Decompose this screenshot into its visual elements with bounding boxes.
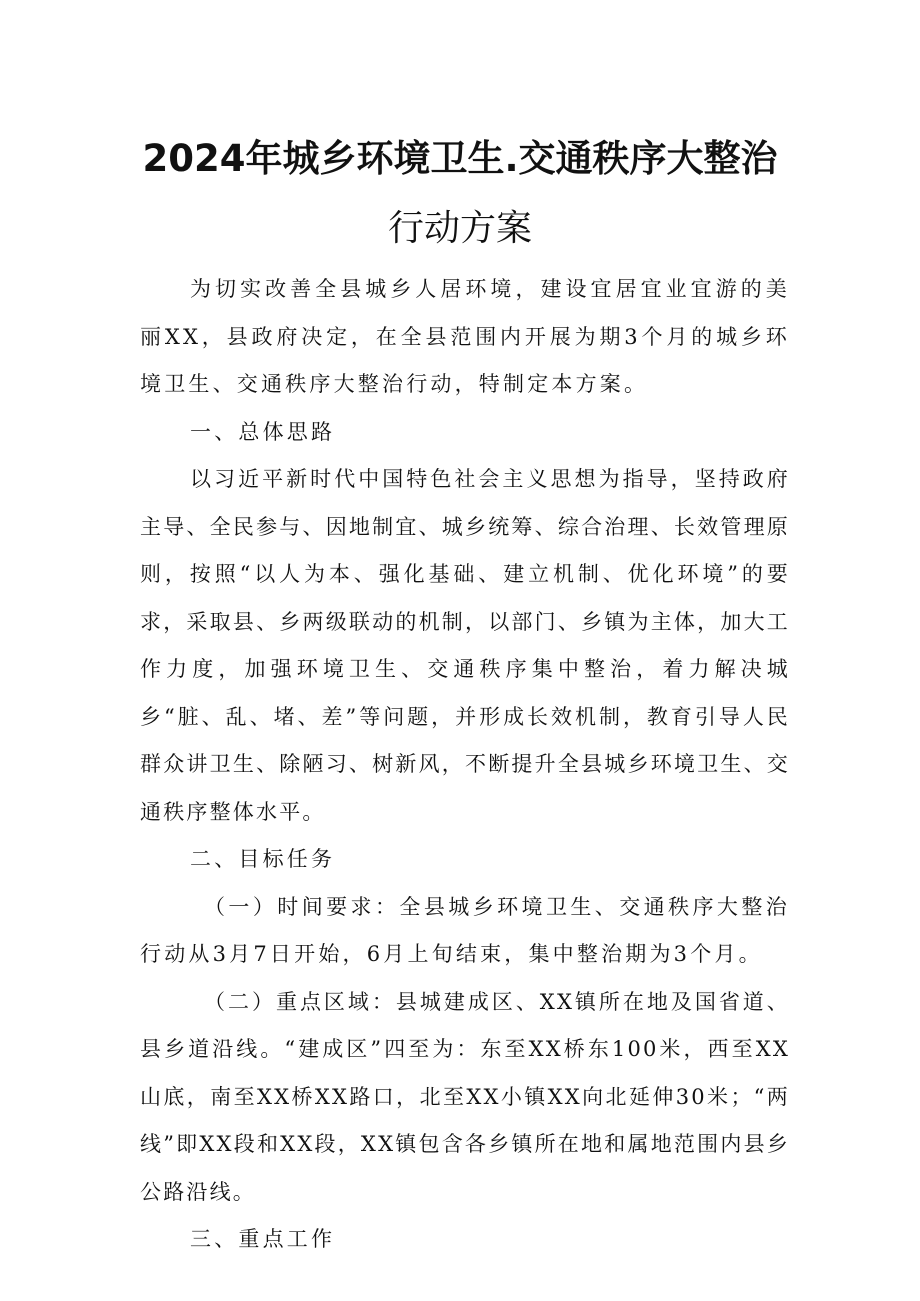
section-2-item-2: （二）重点区域：县城建成区、XX镇所在地及国省道、县乡道沿线。“建成区”四至为：东至XX桥东100米，西至XX山底，南至XX桥XX路口，北至XX小镇XX向北延伸30米；“两线”即XX段和XX段，XX镇包含各乡镇所在地和属地范围内县乡公路沿线。 <box>140 989 790 1204</box>
document-body <box>140 266 790 1264</box>
section-2-heading: 二、目标任务 <box>190 847 336 871</box>
section-1-paragraph: 以习近平新时代中国特色社会主义思想为指导，坚持政府主导、全民参与、因地制宜、城乡统筹、综合治理、长效管理原则，按照“以人为本、强化基础、建立机制、优化环境”的要求，采取县、乡两级联动的机制，以部门、乡镇为主体，加大工作力度，加强环境卫生、交通秩序集中整治，着力解决城乡“脏、乱、堵、差”等问题，并形成长效机制，教育引导人民群众讲卫生、除陋习、树新风，不断提升全县城乡环境卫生、交通秩序整体水平。 <box>140 467 790 824</box>
intro-paragraph: 为切实改善全县城乡人居环境，建设宜居宜业宜游的美丽XX，县政府决定，在全县范围内开展为期3个月的城乡环境卫生、交通秩序大整治行动，特制定本方案。 <box>140 277 790 396</box>
document-title-line-2: 行动方案 <box>387 208 532 249</box>
section-1-heading: 一、总体思路 <box>190 419 336 444</box>
section-3-heading: 三、重点工作 <box>190 1227 336 1251</box>
document-title-line-1: 2024年城乡环境卫生.交通秩序大整治 <box>142 137 778 180</box>
section-2-item-1: （一）时间要求：全县城乡环境卫生、交通秩序大整治行动从3月7日开始，6月上旬结束，集中整治期为3个月。 <box>140 894 790 966</box>
